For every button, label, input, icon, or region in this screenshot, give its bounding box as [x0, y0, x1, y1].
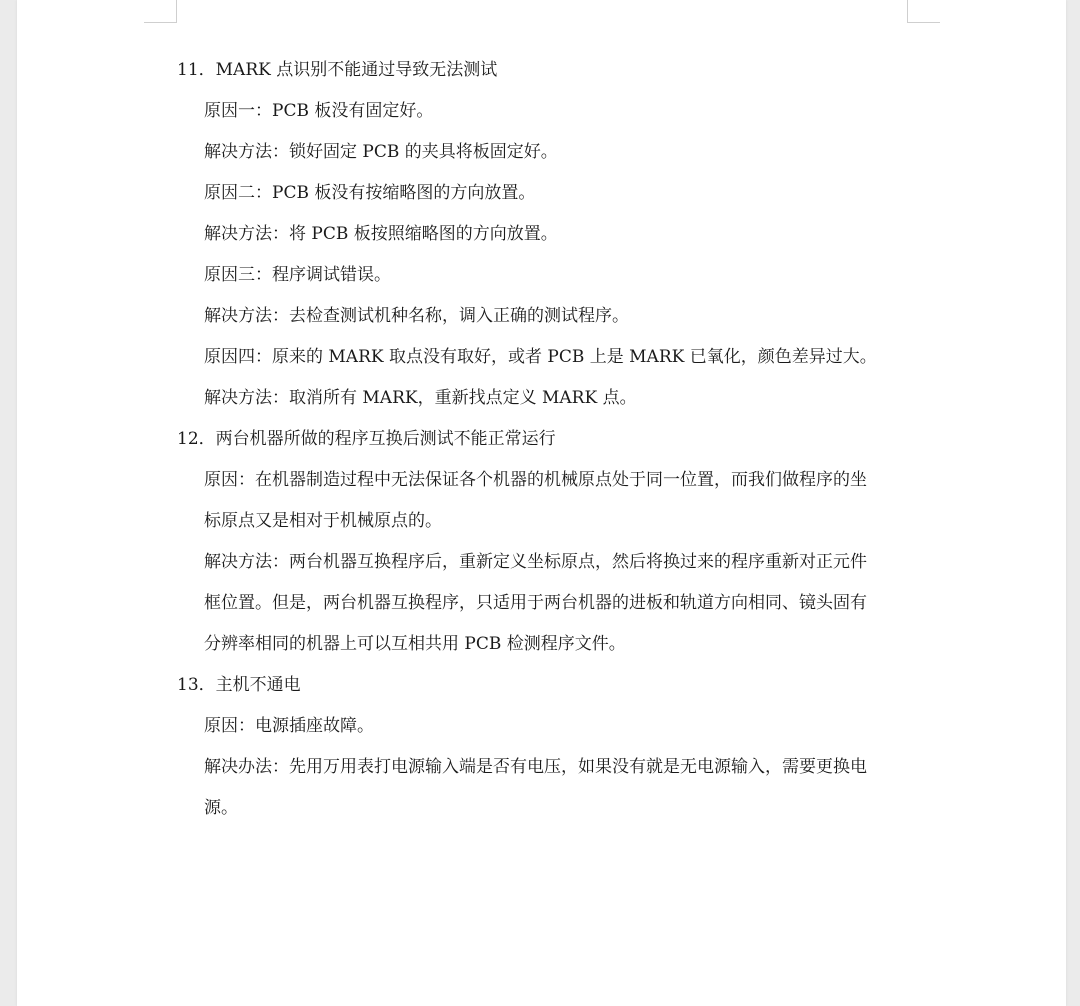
paragraph-line: 原因三：程序调试错误。	[204, 265, 391, 285]
paragraph-line: 解决办法：先用万用表打电源输入端是否有电压，如果没有就是无电源输入，需要更换电	[204, 757, 867, 777]
paragraph-line: 原因：在机器制造过程中无法保证各个机器的机械原点处于同一位置，而我们做程序的坐	[204, 470, 867, 490]
paragraph-line: 源。	[204, 798, 238, 818]
paragraph-line: 原因一：PCB 板没有固定好。	[204, 101, 434, 121]
paragraph-line: 解决方法：锁好固定 PCB 的夹具将板固定好。	[204, 142, 558, 162]
paragraph-line: 解决方法：去检查测试机种名称，调入正确的测试程序。	[204, 306, 629, 326]
paragraph-line: 解决方法：取消所有 MARK，重新找点定义 MARK 点。	[204, 388, 637, 408]
paragraph-line: 解决方法：两台机器互换程序后，重新定义坐标原点，然后将换过来的程序重新对正元件	[204, 552, 867, 572]
document-page	[17, 0, 1066, 1006]
margin-corner-top-right	[907, 0, 940, 23]
paragraph-line: 标原点又是相对于机械原点的。	[204, 511, 442, 531]
paragraph-line: 原因四：原来的 MARK 取点没有取好，或者 PCB 上是 MARK 已氧化，颜色差异过大。	[204, 347, 877, 367]
document-body	[177, 50, 917, 829]
margin-corner-top-left	[144, 0, 177, 23]
section-heading: 11．MARK 点识别不能通过导致无法测试	[177, 60, 498, 80]
paragraph-line: 原因：电源插座故障。	[204, 716, 374, 736]
paragraph-line: 分辨率相同的机器上可以互相共用 PCB 检测程序文件。	[204, 634, 626, 654]
section-heading: 13．主机不通电	[177, 675, 301, 695]
section-heading: 12．两台机器所做的程序互换后测试不能正常运行	[177, 429, 556, 449]
paragraph-line: 解决方法：将 PCB 板按照缩略图的方向放置。	[204, 224, 558, 244]
paragraph-line: 原因二：PCB 板没有按缩略图的方向放置。	[204, 183, 536, 203]
paragraph-line: 框位置。但是，两台机器互换程序，只适用于两台机器的进板和轨道方向相同、镜头固有	[204, 593, 867, 613]
